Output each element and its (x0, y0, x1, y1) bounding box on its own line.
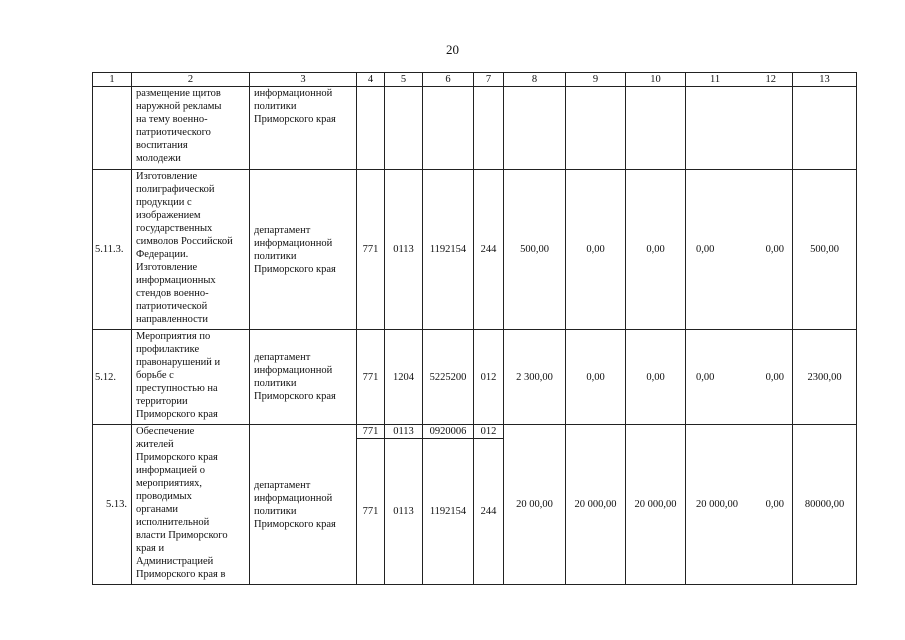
cell-c5: 1204 (385, 330, 423, 425)
cell-c6: 5225200 (423, 330, 474, 425)
cell-c11: 20 000,00 (696, 499, 738, 510)
cell-c5: 0113 (385, 439, 423, 585)
row-department: департамент информационной политики Приморского края (250, 330, 357, 425)
cell-c7 (474, 87, 504, 170)
cell-c6 (423, 87, 474, 170)
header-cell-5: 5 (385, 73, 423, 87)
cell-c5: 0113 (385, 425, 423, 439)
budget-table (92, 72, 857, 585)
cell-c8: 500,00 (504, 170, 566, 330)
cell-c11-c12 (686, 330, 793, 425)
cell-c11-c12 (686, 425, 793, 585)
cell-c4 (357, 87, 385, 170)
header-cell-11: 11 (710, 74, 721, 85)
header-cell-11-12 (686, 73, 793, 87)
cell-c8: 20 00,00 (504, 425, 566, 585)
table-row (93, 425, 857, 439)
cell-c7: 012 (474, 425, 504, 439)
cell-c5 (385, 87, 423, 170)
cell-c12: 0,00 (765, 499, 784, 510)
cell-c11-c12 (686, 87, 793, 170)
cell-c7: 244 (474, 170, 504, 330)
row-number: 5.11.3. (93, 170, 132, 330)
header-cell-10: 10 (626, 73, 686, 87)
cell-c11: 0,00 (696, 244, 715, 255)
cell-c12: 0,00 (765, 244, 784, 255)
cell-c10: 0,00 (626, 330, 686, 425)
table-row (93, 87, 857, 170)
cell-c10: 20 000,00 (626, 425, 686, 585)
cell-c6: 1192154 (423, 170, 474, 330)
header-cell-2: 2 (132, 73, 250, 87)
row-department: департамент информационной политики Приморского края (250, 170, 357, 330)
cell-c9: 0,00 (566, 170, 626, 330)
cell-c7: 244 (474, 439, 504, 585)
cell-c6: 0920006 (423, 425, 474, 439)
row-number: 5.13. (93, 425, 132, 585)
cell-c9: 20 000,00 (566, 425, 626, 585)
header-cell-3: 3 (250, 73, 357, 87)
cell-c9: 0,00 (566, 330, 626, 425)
page-number: 20 (446, 42, 459, 57)
header-cell-9: 9 (566, 73, 626, 87)
header-cell-6: 6 (423, 73, 474, 87)
table-row (93, 330, 857, 425)
cell-c4: 771 (357, 425, 385, 439)
cell-c13: 2300,00 (793, 330, 857, 425)
header-cell-1: 1 (93, 73, 132, 87)
cell-c4: 771 (357, 170, 385, 330)
header-cell-4: 4 (357, 73, 385, 87)
cell-c11: 0,00 (696, 371, 715, 383)
cell-c8: 2 300,00 (504, 330, 566, 425)
table-row (93, 170, 857, 330)
row-description: Обеспечение жителей Приморского края информацией о мероприятиях, проводимых органами исполнительной власти Приморского края и Администрацией Приморского края в (132, 425, 250, 585)
cell-c8 (504, 87, 566, 170)
row-number (93, 87, 132, 170)
cell-c13 (793, 87, 857, 170)
row-description: Изготовление полиграфической продукции с изображением государственных символов Российской Федерации. Изготовление информационных стендов военно- патриотической направленности (132, 170, 250, 330)
cell-c5: 0113 (385, 170, 423, 330)
cell-c9 (566, 87, 626, 170)
cell-c12: 0,00 (765, 371, 784, 383)
cell-c7: 012 (474, 330, 504, 425)
header-cell-12: 12 (765, 74, 776, 85)
header-cell-7: 7 (474, 73, 504, 87)
header-cell-13: 13 (793, 73, 857, 87)
row-description: Мероприятия по профилактике правонарушений и борьбе с преступностью на территории Приморского края (132, 330, 250, 425)
cell-c10 (626, 87, 686, 170)
cell-c6: 1192154 (423, 439, 474, 585)
row-description: размещение щитов наружной рекламы на тему военно- патриотического воспитания молодежи (132, 87, 250, 170)
cell-c13: 500,00 (793, 170, 857, 330)
cell-c4: 771 (357, 330, 385, 425)
cell-c4: 771 (357, 439, 385, 585)
cell-c13: 80000,00 (793, 425, 857, 585)
cell-c10: 0,00 (626, 170, 686, 330)
header-row (93, 73, 857, 87)
cell-c11-c12 (686, 170, 793, 330)
header-cell-8: 8 (504, 73, 566, 87)
row-number: 5.12. (93, 330, 132, 425)
row-department: информационной политики Приморского края (250, 87, 357, 170)
row-department: департамент информационной политики Приморского края (250, 425, 357, 585)
